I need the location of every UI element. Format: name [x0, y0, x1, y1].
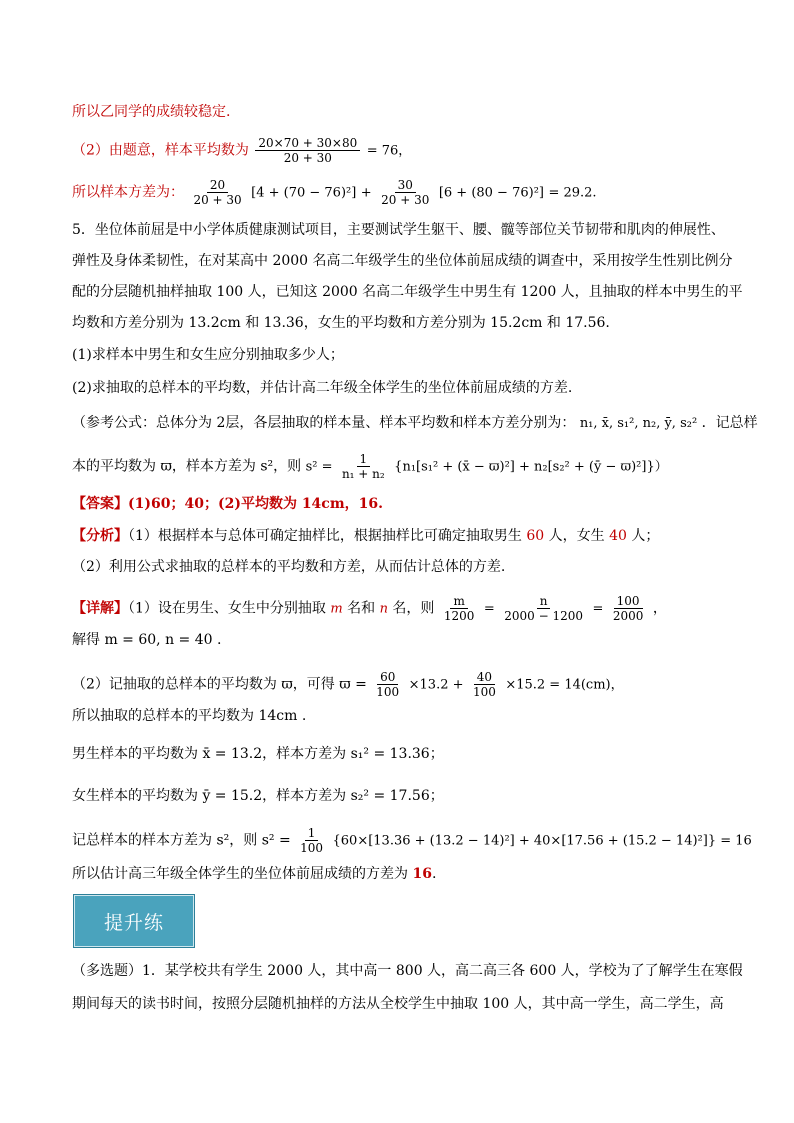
mean-calc-fraction-1-numerator: 60	[377, 670, 398, 685]
mean-fraction-denominator: 20 + 30	[283, 151, 332, 165]
variance-term-1: [4 + (70 − 76)²]	[251, 185, 357, 201]
mean-calc-fraction-2	[470, 670, 499, 699]
analysis-line-1	[72, 526, 659, 546]
variance-fraction-1-denominator: 20 + 30	[193, 193, 242, 207]
female-sample-line: 女生样本的平均数为 ȳ = 15.2，样本方差为 s₂² = 17.56；	[72, 788, 444, 804]
sample-variance-line	[72, 178, 597, 207]
reference-tail: ．记总样	[701, 415, 758, 431]
ratio-fraction-2	[501, 594, 586, 623]
variance-fraction-2-denominator: 20 + 30	[381, 193, 430, 207]
section-banner	[73, 894, 195, 948]
mean-calc-fraction-2-numerator: 40	[474, 670, 495, 685]
mean-summary-line: 所以抽取的总样本的平均数为 14cm .	[72, 708, 307, 724]
analysis-text-2: 人，女生	[544, 528, 610, 544]
mean-calc-fraction-1-denominator: 100	[376, 685, 400, 699]
analysis-male-count: 60	[526, 528, 545, 544]
detail-var-n: n	[379, 601, 388, 617]
formula-fraction-numerator: 1	[357, 452, 371, 467]
analysis-label: 【分析】	[72, 528, 128, 544]
variance-plus: +	[360, 185, 372, 201]
mean-calc-mid: ×13.2 +	[408, 677, 464, 693]
ratio-fraction-3-numerator: 100	[614, 594, 643, 609]
mean-calc-fraction-2-denominator: 100	[472, 685, 496, 699]
mean-fraction	[255, 136, 360, 165]
sample-mean-line	[72, 136, 411, 165]
analysis-female-count: 40	[609, 528, 627, 544]
next-question-line-1: （多选题）1．某学校共有学生 2000 人，其中高一 800 人，高二高三各 600 人，学校为了了解学生在寒假	[72, 963, 743, 979]
variance-label: 所以样本方差为：	[72, 184, 184, 201]
detail-var-m: m	[330, 601, 343, 617]
detail-text-3: 名，则	[387, 600, 435, 617]
ratio-equals-1: =	[483, 601, 495, 617]
ratio-equals-2: =	[592, 601, 604, 617]
total-variance-line	[72, 826, 752, 855]
total-variance-denominator: 100	[300, 841, 324, 855]
sample-mean-label: （2）由题意，样本平均数为	[72, 142, 249, 159]
question-2: (2)求抽取的总样本的平均数，并估计高二年级全体学生的坐位体前屈成绩的方差.	[72, 380, 573, 396]
variance-fraction-2	[378, 178, 432, 207]
ratio-fraction-2-numerator: n	[537, 594, 551, 609]
formula-lhs: s² =	[305, 459, 333, 475]
variance-fraction-2-numerator: 30	[395, 178, 416, 193]
problem-5-line-2: 弹性及身体柔韧性，在对某高中 2000 名高二年级学生的坐位体前屈成绩的调查中，采用按学生性别比例分	[72, 253, 733, 269]
analysis-text-1: （1）根据样本与总体可确定抽样比，根据抽样比可确定抽取男生	[128, 528, 527, 544]
answer-text: (1)60；40；(2)平均数为 14cm，16.	[128, 496, 383, 512]
total-variance-text: 记总样本的样本方差为 s²，则 s² =	[72, 832, 291, 849]
total-variance-body: {60×[13.36 + (13.2 − 14)²] + 40×[17.56 + (15.2 − 14)²]} = 16	[332, 833, 752, 849]
analysis-text-3: 人；	[626, 528, 660, 544]
reference-label: （参考公式：总体分为 2层，各层抽取的样本量、样本平均数和样本方差分别为：	[72, 415, 576, 431]
final-value: 16	[412, 866, 432, 882]
formula-fraction-denominator: n₁ + n₂	[341, 467, 385, 481]
problem-5-line-1: 5．坐位体前屈是中小学体质健康测试项目，主要测试学生躯干、腰、髋等部位关节韧带和肌肉的伸展性、	[72, 222, 725, 238]
final-text: 所以估计高三年级全体学生的坐位体前屈成绩的方差为	[72, 866, 413, 882]
mean-fraction-numerator: 20×70 + 30×80	[255, 136, 360, 151]
answer-line	[72, 494, 383, 514]
total-variance-fraction	[297, 826, 326, 855]
mean-result: = 76，	[366, 143, 412, 159]
section-title: 提升练	[103, 912, 164, 934]
conclusion-line: 所以乙同学的成绩较稳定.	[72, 104, 231, 120]
reference-text-2: 本的平均数为 ϖ，样本方差为 s²，则	[72, 458, 302, 475]
reference-formula-line-1	[72, 413, 758, 434]
reference-formula-line-2	[72, 452, 668, 481]
next-question-line-2: 期间每天的读书时间，按照分层随机抽样的方法从全校学生中抽取 100 人，其中高一学生，高二学生，高	[72, 996, 724, 1012]
total-variance-numerator: 1	[305, 826, 319, 841]
mean-calc-fraction-1	[373, 670, 402, 699]
question-1: (1)求样本中男生和女生应分别抽取多少人；	[72, 347, 344, 363]
ratio-fraction-1-denominator: 1200	[443, 609, 475, 623]
variance-fraction-1-numerator: 20	[207, 178, 228, 193]
ratio-fraction-1	[441, 594, 478, 623]
detail-line-1	[72, 594, 667, 623]
final-dot: .	[431, 866, 437, 882]
detail-text-1: （1）设在男生、女生中分别抽取	[128, 600, 331, 617]
solution-line: 解得 m = 60, n = 40 .	[72, 632, 222, 648]
problem-5-line-4: 均数和方差分别为 13.2cm 和 13.36，女生的平均数和方差分别为 15.2cm 和 17.56.	[72, 315, 610, 331]
male-sample-line: 男生样本的平均数为 x̄ = 13.2，样本方差为 s₁² = 13.36；	[72, 746, 444, 762]
ratio-fraction-3-denominator: 2000	[612, 609, 644, 623]
variance-fraction-1	[190, 178, 244, 207]
detail-label: 【详解】	[72, 600, 128, 617]
formula-body: {n₁[s₁² + (x̄ − ϖ)²] + n₂[s₂² + (ȳ − ϖ)²]}）	[394, 459, 668, 475]
mean-calc-result: ×15.2 = 14(cm)，	[505, 677, 624, 693]
answer-label: 【答案】	[72, 496, 128, 512]
reference-variables: n₁, x̄, s₁², n₂, ȳ, s₂²	[579, 416, 698, 431]
problem-5-line-3: 配的分层随机抽样抽取 100 人，已知这 2000 名高二年级学生中男生有 1200 人，且抽取的样本中男生的平	[72, 284, 743, 300]
ratio-fraction-1-numerator: m	[450, 594, 467, 609]
ratio-fraction-3	[610, 594, 647, 623]
ratio-fraction-2-denominator: 2000 − 1200	[504, 609, 583, 623]
detail-text-2: 名和	[342, 600, 380, 617]
variance-result: = 29.2.	[548, 185, 597, 201]
mean-calc-text: （2）记抽取的总样本的平均数为 ϖ，可得 ϖ =	[72, 676, 367, 693]
formula-fraction	[339, 452, 388, 481]
analysis-line-2: （2）利用公式求抽取的总样本的平均数和方差，从而估计总体的方差.	[72, 559, 506, 575]
variance-term-2: [6 + (80 − 76)²]	[438, 185, 544, 201]
final-conclusion-line	[72, 864, 436, 884]
detail-tail: ，	[652, 600, 667, 617]
mean-calc-line	[72, 670, 624, 699]
